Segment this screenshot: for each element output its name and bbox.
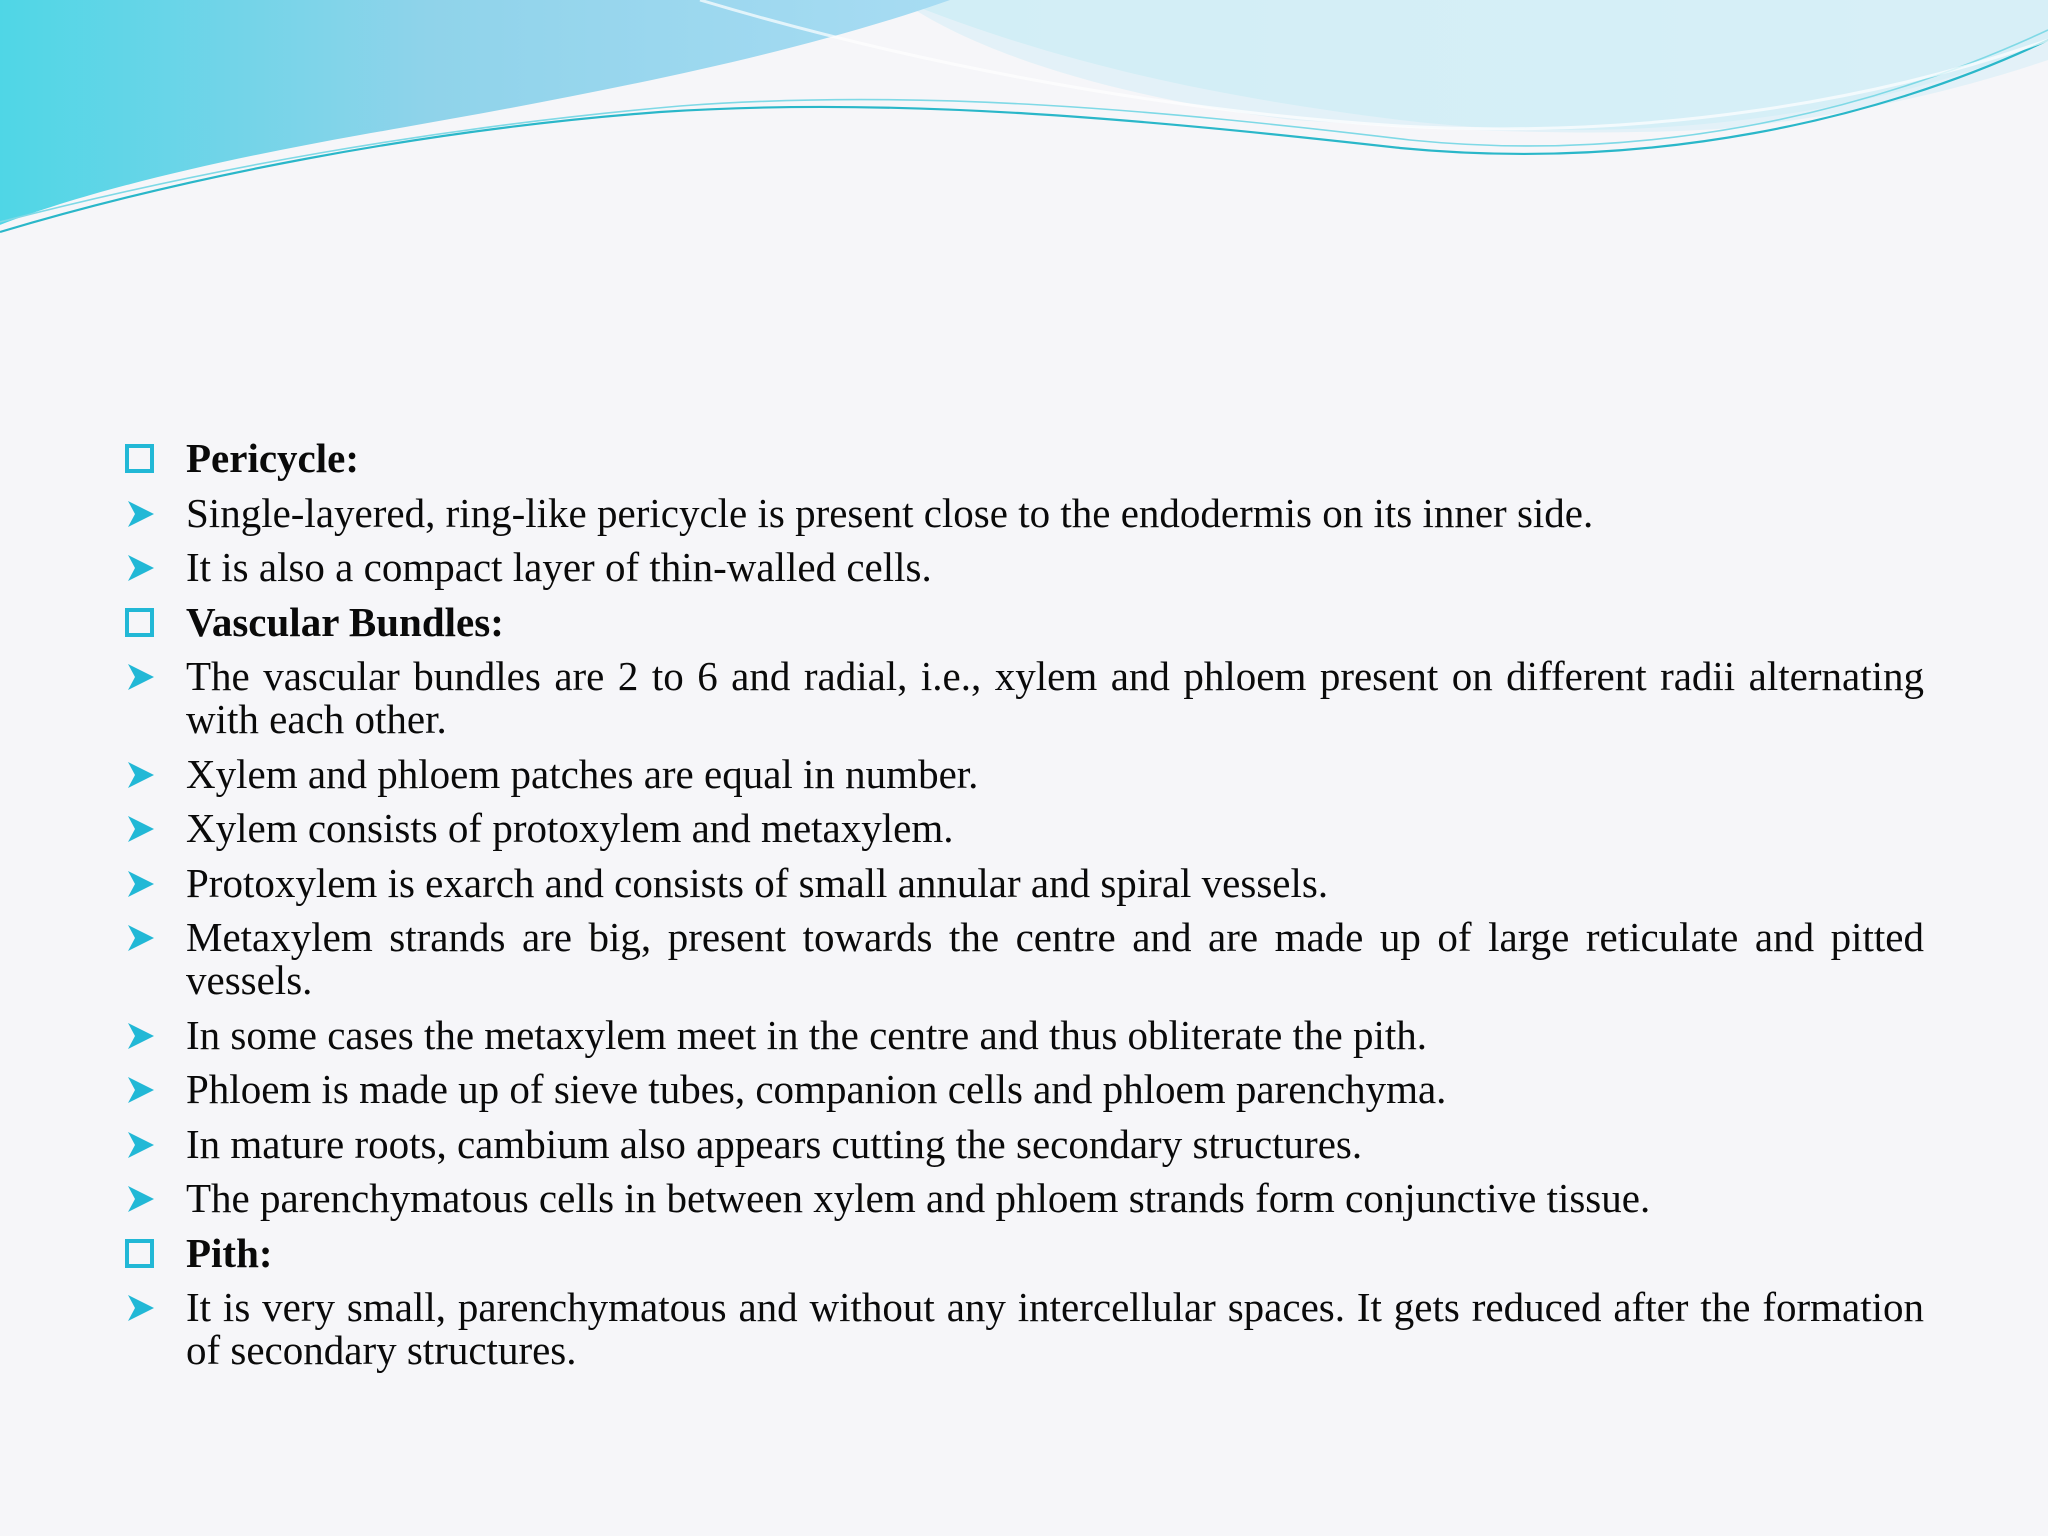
- arrow-bullet-icon: [124, 753, 164, 796]
- list-item: [124, 598, 1924, 645]
- arrow-bullet-icon: [124, 807, 164, 850]
- arrow-bullet-icon: [124, 1068, 164, 1111]
- arrow-bullet-icon: [124, 1123, 164, 1166]
- list-item: [124, 437, 1924, 480]
- square-bullet-icon: [124, 437, 164, 480]
- item-text: Phloem is made up of sieve tubes, companion cells and phloem parenchyma.: [186, 1066, 1447, 1112]
- list-item: [124, 489, 1924, 536]
- arrow-bullet-icon: [124, 1014, 164, 1057]
- list-item: [124, 1120, 1924, 1167]
- list-item: [124, 1229, 1924, 1276]
- arrow-bullet-icon: [124, 492, 164, 535]
- item-text: Metaxylem strands are big, present towards the centre and are made up of large reticulate and pitted vessels.: [186, 914, 1924, 1003]
- list-item: [124, 546, 1924, 589]
- section-heading: Pericycle:: [186, 435, 359, 481]
- item-text: It is very small, parenchymatous and without any intercellular spaces. It gets reduced after the formation of secondary structures.: [186, 1284, 1924, 1373]
- list-item: [124, 1286, 1924, 1372]
- arrow-bullet-icon: [124, 862, 164, 905]
- section-heading: Pith:: [186, 1229, 273, 1276]
- item-text: Single-layered, ring-like pericycle is present close to the endodermis on its inner side.: [186, 489, 1594, 536]
- bullet-list: [124, 437, 1924, 1384]
- list-item: [124, 859, 1924, 906]
- item-text: It is also a compact layer of thin-walled cells.: [186, 544, 932, 590]
- item-text: Xylem and phloem patches are equal in number.: [186, 750, 979, 797]
- list-item: [124, 1068, 1924, 1111]
- list-item: [124, 655, 1924, 741]
- item-text: Protoxylem is exarch and consists of small annular and spiral vessels.: [186, 859, 1329, 906]
- list-item: [124, 1177, 1924, 1220]
- arrow-bullet-icon: [124, 655, 164, 698]
- item-text: The parenchymatous cells in between xylem and phloem strands form conjunctive tissue.: [186, 1175, 1651, 1221]
- list-item: [124, 1011, 1924, 1058]
- list-item: [124, 750, 1924, 797]
- item-text: In some cases the metaxylem meet in the centre and thus obliterate the pith.: [186, 1011, 1427, 1058]
- item-text: In mature roots, cambium also appears cutting the secondary structures.: [186, 1120, 1363, 1167]
- list-item: [124, 807, 1924, 850]
- item-text: The vascular bundles are 2 to 6 and radial, i.e., xylem and phloem present on different radii alternating with each other.: [186, 653, 1924, 742]
- square-bullet-icon: [124, 601, 164, 644]
- square-bullet-icon: [124, 1232, 164, 1275]
- section-heading: Vascular Bundles:: [186, 598, 504, 645]
- list-item: [124, 916, 1924, 1002]
- arrow-bullet-icon: [124, 546, 164, 589]
- header-wave-decoration: [0, 0, 2048, 240]
- arrow-bullet-icon: [124, 1177, 164, 1220]
- arrow-bullet-icon: [124, 1286, 164, 1329]
- item-text: Xylem consists of protoxylem and metaxylem.: [186, 805, 954, 851]
- arrow-bullet-icon: [124, 916, 164, 959]
